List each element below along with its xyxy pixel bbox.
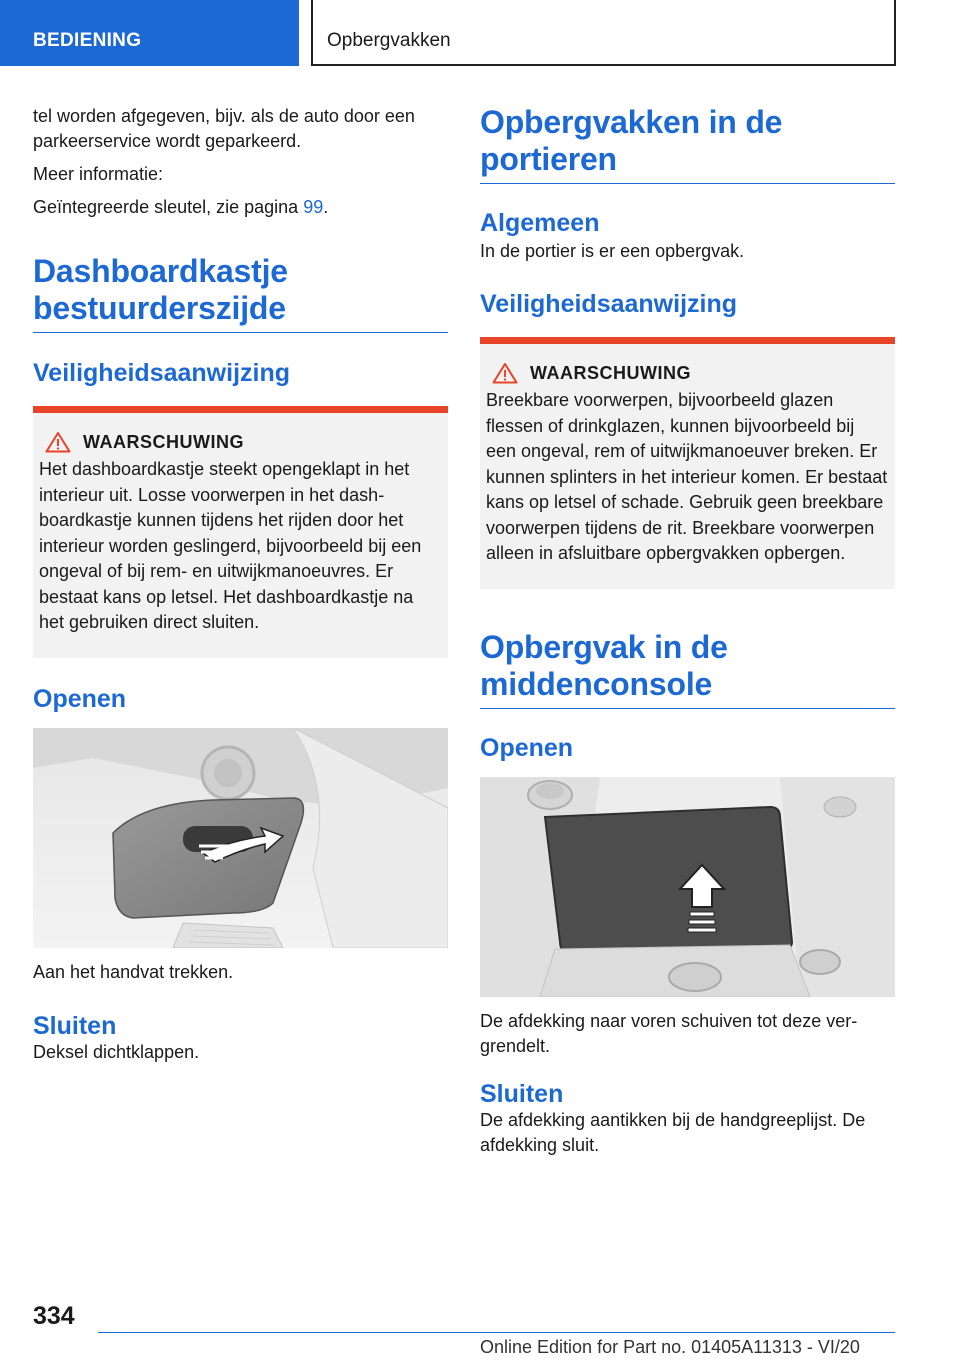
safety-heading: Veiligheidsaanwijzing [33,359,291,387]
left-column [33,104,448,1073]
open-caption-right: De afdekking naar voren schuiven tot deze ver-grendelt. [480,1010,858,1056]
header-chapter-label: Opbergvakken [327,30,451,51]
page-number: 334 [33,1302,75,1330]
cross-reference-end: . [323,197,329,217]
intro-paragraph: tel worden afgegeven, bijv. als de auto door een parkeerservice wordt geparkeerd. [33,106,415,151]
warning-label-right: WAARSCHUWING [530,362,691,383]
cross-reference [33,195,448,220]
header-section-tab [0,0,299,66]
general-heading: Algemeen [480,209,600,237]
general-text: In de portier is er een opbergvak. [480,241,745,261]
footer-divider [98,1332,895,1333]
glovebox-illustration [33,728,448,948]
warning-label: WAARSCHUWING [83,431,244,452]
warning-header-right [486,362,889,384]
footer-edition: Online Edition for Part no. 01405A11313 - VI/20 [480,1337,860,1357]
close-heading-right: Sluiten [480,1079,564,1108]
right-column [480,104,895,1166]
close-text: Deksel dichtklappen. [33,1041,200,1062]
safety-heading-right: Veiligheidsaanwijzing [480,290,738,318]
warning-header [39,431,442,453]
warning-text: Het dashboardkastje steekt opengeklapt in het interieur uit. Losse voorwerpen in het dash-boardkastje kunnen tijdens het rijden door het interieur worden geslingerd, bijvoorbeeld bij een ongeval of bij rem- en uitwijkmanoeuvres. Er bestaat kans op letsel. Het dashboardkastje na het gebruiken direct sluiten. [39,459,422,632]
open-caption: Aan het handvat trekken. [33,961,234,982]
warning-box [33,406,448,658]
section-title-center-console: Opbergvak in de middenconsole [480,629,895,709]
warning-triangle-icon [45,431,71,453]
warning-triangle-icon [492,362,518,384]
cross-reference-text: Geïntegreerde sleutel, zie pagina [33,197,304,217]
header-section-label: BEDIENING [33,30,142,51]
section-title-glovebox: Dashboardkastje bestuurderszijde [33,253,448,333]
close-text-right: De afdekking aantikken bij de handgreeplijst. De afdekking sluit. [480,1109,866,1155]
header-chapter-tab [311,0,896,66]
page-link[interactable]: 99 [303,197,324,217]
open-heading-right: Openen [480,733,574,762]
more-info-label: Meer informatie: [33,164,164,184]
open-heading: Openen [33,684,127,713]
warning-box-right [480,337,895,589]
close-heading: Sluiten [33,1011,117,1040]
section-title-door-pockets: Opbergvakken in de portieren [480,104,895,184]
center-console-illustration [480,777,895,997]
warning-text-right: Breekbare voorwerpen, bijvoorbeeld glazen flessen of drinkglazen, kunnen bijvoorbeeld bij een ongeval, rem of uitwijkmanoeuver breken. Er kunnen splinters in het interieur komen. Er bestaat kans op letsel of schade. Gebruik geen breekbare voorwerpen tijdens de rit. Breekbare voorwerpen alleen in afsluitbare opbergvakken opbergen. [486,390,888,563]
